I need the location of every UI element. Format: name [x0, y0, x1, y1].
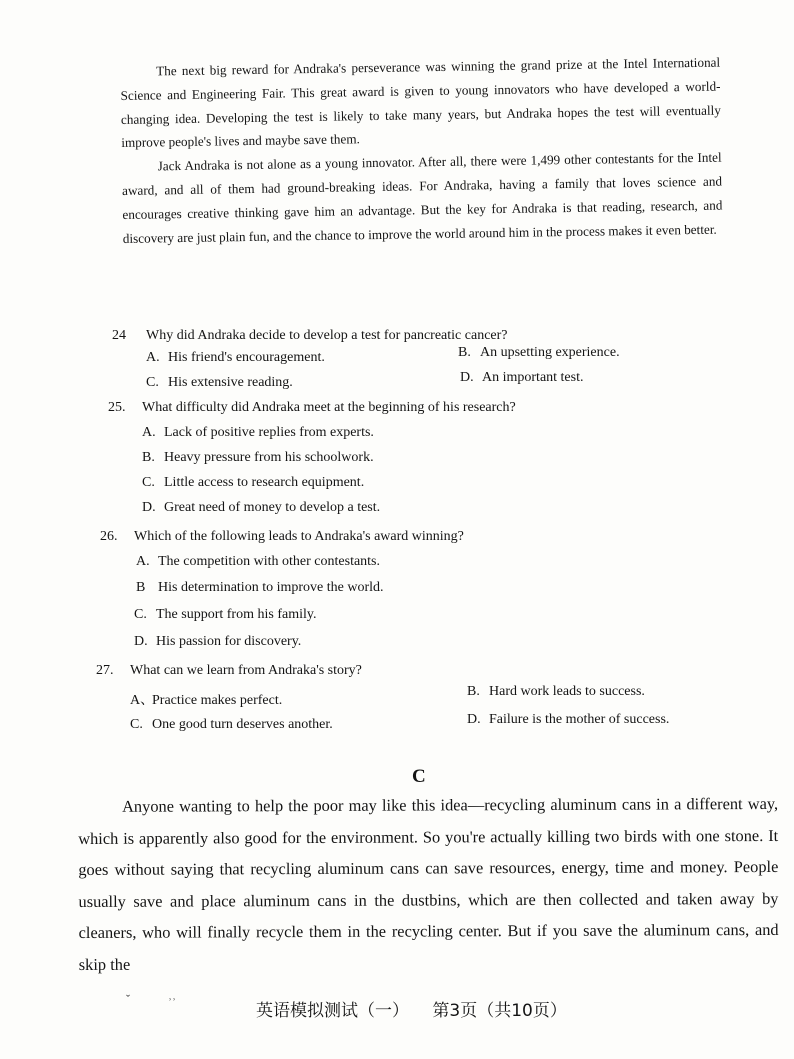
option-label: A. [142, 425, 156, 440]
option-text: Great need of money to develop a test. [164, 500, 381, 515]
scan-speck: ˇ [126, 992, 130, 1006]
option-label: A、 [130, 693, 155, 708]
paragraph: The next big reward for Andraka's perseverance was winning the grand prize at the Intel International Science and Engineering Fair. This great award is given to young innovators who have developed a world-changing idea. Developing the test is likely to take many years, but Andraka hopes the test will eventually improve people's lives and maybe save them. [120, 54, 721, 151]
option [142, 475, 364, 491]
option-label: A. [136, 554, 150, 569]
option-text: Heavy pressure from his schoolwork. [164, 450, 374, 465]
option [134, 634, 301, 650]
option [130, 689, 282, 709]
option-label: D. [460, 370, 474, 385]
option-label: D. [467, 712, 481, 727]
option-label: B [136, 580, 146, 595]
option [142, 450, 374, 466]
option-text: Little access to research equipment. [164, 475, 365, 490]
option [467, 712, 669, 728]
option-label: D. [142, 500, 156, 515]
question-26 [100, 524, 464, 549]
option-label: B. [458, 345, 471, 360]
option-label: C. [134, 607, 147, 622]
option-text: Hard work leads to success. [489, 684, 645, 699]
option-text: His friend's encouragement. [168, 350, 325, 365]
option-label: C. [142, 475, 155, 490]
scan-speck: ˒˒ [168, 990, 176, 1004]
page-footer [256, 996, 585, 1021]
option [460, 370, 584, 386]
option-text: The support from his family. [156, 607, 317, 622]
option [467, 684, 645, 700]
question-number: 24 [112, 328, 126, 343]
footer-title: 英语模拟测试（一） [256, 1001, 409, 1021]
question-number: 26. [100, 529, 118, 544]
question-text: What can we learn from Andraka's story? [130, 663, 362, 678]
option-text: His extensive reading. [168, 375, 293, 390]
question-number: 25. [108, 400, 126, 415]
option-text: Lack of positive replies from experts. [164, 425, 374, 440]
question-number: 27. [96, 663, 114, 678]
question-27 [96, 658, 362, 683]
option [130, 717, 333, 733]
option-label: A. [146, 350, 160, 365]
question-25 [108, 395, 516, 420]
section-heading: C [412, 766, 426, 787]
question-text: What difficulty did Andraka meet at the beginning of his research? [142, 400, 516, 415]
option-text: An important test. [482, 370, 584, 385]
option-label: D. [134, 634, 148, 649]
option-label: B. [142, 450, 155, 465]
option-text: Failure is the mother of success. [489, 712, 670, 727]
option-text: An upsetting experience. [480, 345, 620, 360]
option-text: The competition with other contestants. [158, 554, 381, 569]
option-text: Practice makes perfect. [152, 693, 283, 708]
option [134, 607, 316, 623]
question-text: Which of the following leads to Andraka's award winning? [134, 529, 464, 544]
option-text: His passion for discovery. [156, 634, 302, 649]
passage-c [78, 788, 779, 981]
question-24 [112, 323, 508, 348]
passage-b-continuation [120, 51, 723, 251]
option-text: One good turn deserves another. [152, 717, 333, 732]
option [146, 375, 293, 391]
paragraph: Jack Andraka is not alone as a young innovator. After all, there were 1,499 other contestants for the Intel award, and all of them had ground-breaking ideas. For Andraka, having a family that loves science and encourages creative thinking gave him an advantage. But the key for Andraka is that reading, research, and discovery are just plain fun, and the chance to improve the world around him in the process makes it even better. [121, 149, 723, 246]
option-label: C. [130, 717, 143, 732]
option-label: C. [146, 375, 159, 390]
option [136, 554, 380, 570]
question-text: Why did Andraka decide to develop a test for pancreatic cancer? [146, 328, 508, 343]
page-number: 第3页（共10页） [432, 1001, 567, 1021]
option [136, 580, 384, 596]
option [142, 500, 380, 516]
option-text: His determination to improve the world. [158, 580, 384, 595]
option [146, 350, 325, 366]
option [142, 425, 374, 441]
option-label: B. [467, 684, 480, 699]
paragraph: Anyone wanting to help the poor may like this idea—recycling aluminum cans in a different way, which is apparently also good for the environment. So you're actually killing two birds with one stone. It goes without saying that recycling aluminum cans can save resources, energy, time and money. People usually save and place aluminum cans in the dustbins, which are then collected and taken away by cleaners, who will finally recycle them in the recycling center. But if you save the aluminum cans, and skip the [78, 793, 779, 974]
option [458, 345, 620, 361]
